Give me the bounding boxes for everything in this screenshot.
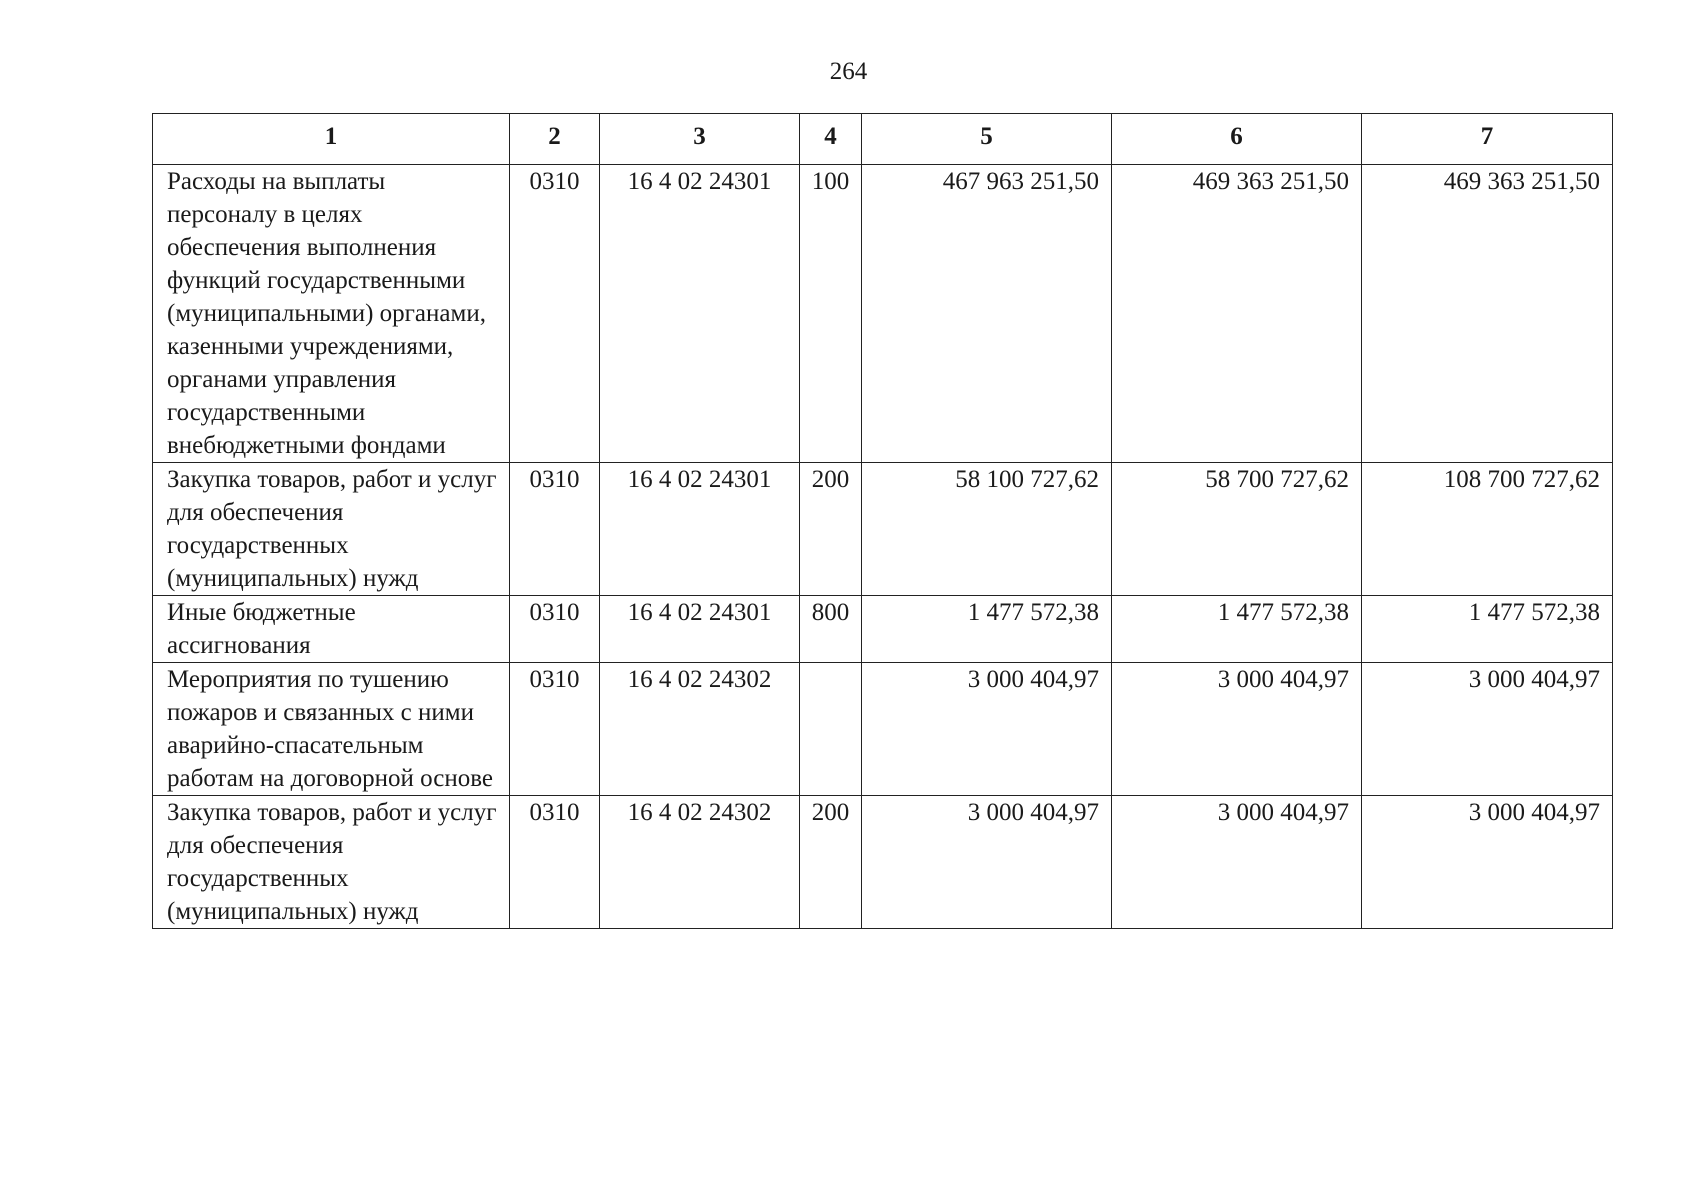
budget-table bbox=[152, 113, 1613, 929]
section-code: 0310 bbox=[510, 596, 600, 663]
section-code: 0310 bbox=[510, 463, 600, 596]
column-header-3: 3 bbox=[600, 114, 800, 165]
amount-col7: 108 700 727,62 bbox=[1362, 463, 1613, 596]
amount-col5: 3 000 404,97 bbox=[862, 663, 1112, 796]
column-header-2: 2 bbox=[510, 114, 600, 165]
amount-col7: 469 363 251,50 bbox=[1362, 165, 1613, 463]
expense-name: Мероприятия по тушению пожаров и связанных с ними аварийно-спасательным работам на договорной основе bbox=[153, 663, 510, 796]
amount-col7: 3 000 404,97 bbox=[1362, 796, 1613, 929]
column-header-6: 6 bbox=[1112, 114, 1362, 165]
amount-col6: 3 000 404,97 bbox=[1112, 796, 1362, 929]
amount-col6: 1 477 572,38 bbox=[1112, 596, 1362, 663]
amount-col6: 469 363 251,50 bbox=[1112, 165, 1362, 463]
expense-type-code: 800 bbox=[800, 596, 862, 663]
target-article-code: 16 4 02 24301 bbox=[600, 596, 800, 663]
expense-name: Расходы на выплаты персоналу в целях обеспечения выполнения функций государственными (муниципальными) органами, казенными учреждениями, органами управления государственными внебюджетными фондами bbox=[153, 165, 510, 463]
target-article-code: 16 4 02 24302 bbox=[600, 796, 800, 929]
target-article-code: 16 4 02 24301 bbox=[600, 463, 800, 596]
amount-col5: 467 963 251,50 bbox=[862, 165, 1112, 463]
amount-col7: 1 477 572,38 bbox=[1362, 596, 1613, 663]
section-code: 0310 bbox=[510, 796, 600, 929]
amount-col7: 3 000 404,97 bbox=[1362, 663, 1613, 796]
table-row bbox=[153, 165, 1613, 463]
expense-name: Иные бюджетные ассигнования bbox=[153, 596, 510, 663]
expense-type-code: 100 bbox=[800, 165, 862, 463]
expense-type-code: 200 bbox=[800, 796, 862, 929]
column-header-4: 4 bbox=[800, 114, 862, 165]
target-article-code: 16 4 02 24302 bbox=[600, 663, 800, 796]
table-row bbox=[153, 663, 1613, 796]
column-header-1: 1 bbox=[153, 114, 510, 165]
column-header-7: 7 bbox=[1362, 114, 1613, 165]
page-number: 264 bbox=[829, 58, 868, 85]
table-row bbox=[153, 796, 1613, 929]
table-row bbox=[153, 463, 1613, 596]
section-code: 0310 bbox=[510, 663, 600, 796]
expense-type-code: 200 bbox=[800, 463, 862, 596]
amount-col5: 3 000 404,97 bbox=[862, 796, 1112, 929]
amount-col6: 58 700 727,62 bbox=[1112, 463, 1362, 596]
expense-name: Закупка товаров, работ и услуг для обеспечения государственных (муниципальных) нужд bbox=[153, 463, 510, 596]
amount-col5: 1 477 572,38 bbox=[862, 596, 1112, 663]
amount-col6: 3 000 404,97 bbox=[1112, 663, 1362, 796]
header-row bbox=[153, 114, 1613, 165]
column-header-5: 5 bbox=[862, 114, 1112, 165]
table-row bbox=[153, 596, 1613, 663]
amount-col5: 58 100 727,62 bbox=[862, 463, 1112, 596]
expense-name: Закупка товаров, работ и услуг для обеспечения государственных (муниципальных) нужд bbox=[153, 796, 510, 929]
target-article-code: 16 4 02 24301 bbox=[600, 165, 800, 463]
expense-type-code bbox=[800, 663, 862, 796]
section-code: 0310 bbox=[510, 165, 600, 463]
